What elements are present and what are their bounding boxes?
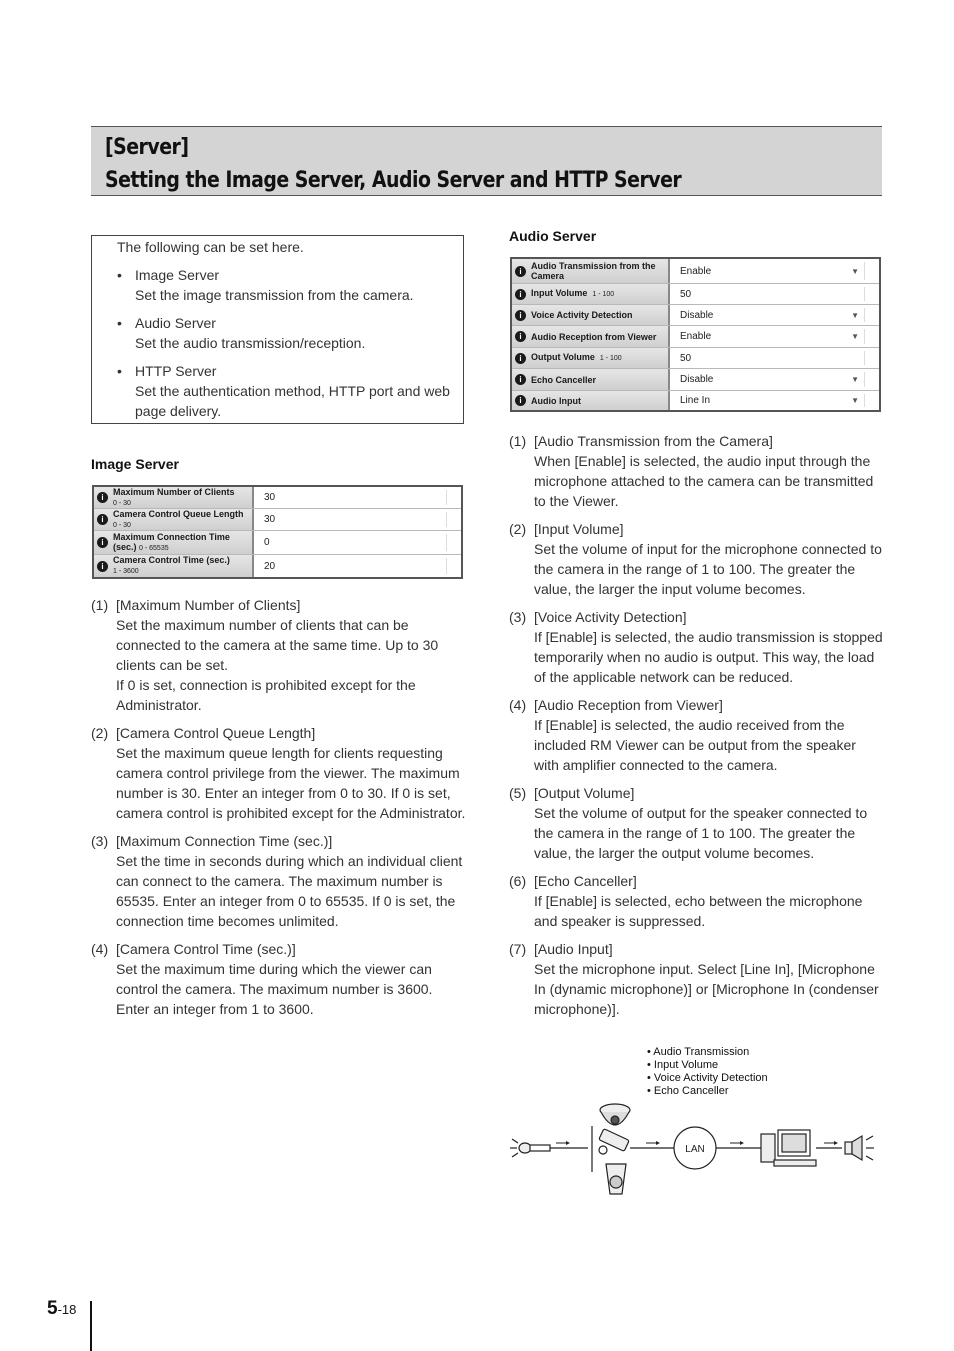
setting-value-select[interactable]: Enable ▼ — [670, 259, 879, 283]
pc-icon — [761, 1130, 816, 1166]
lan-label: LAN — [685, 1144, 705, 1155]
intro-item-desc: Set the authentication method, HTTP port and web page delivery. — [135, 383, 450, 419]
arrow-icon — [646, 1141, 660, 1145]
audio-server-heading: Audio Server — [509, 228, 597, 244]
setting-value-select[interactable]: Disable ▼ — [670, 369, 879, 390]
setting-label: Audio Transmission from the Camera — [531, 261, 656, 281]
setting-row — [512, 305, 879, 326]
intro-item — [117, 313, 455, 353]
diagram-list-item: • Input Volume — [647, 1059, 719, 1071]
info-icon[interactable]: i — [515, 331, 526, 342]
description-item — [91, 595, 466, 715]
setting-range: 1 - 100 — [599, 355, 622, 362]
info-icon[interactable]: i — [97, 537, 108, 548]
info-icon[interactable]: i — [515, 266, 526, 277]
description-item — [509, 939, 884, 1019]
item-number: (4) — [509, 697, 527, 713]
item-number: (1) — [91, 597, 109, 613]
item-title: [Voice Activity Detection] — [534, 609, 687, 625]
chevron-down-icon[interactable]: ▼ — [851, 310, 859, 320]
info-icon[interactable]: i — [97, 561, 108, 572]
item-title: [Audio Transmission from the Camera] — [534, 433, 773, 449]
description-item — [509, 871, 884, 931]
setting-value-input[interactable]: 30 — [254, 487, 461, 508]
description-item — [509, 695, 884, 775]
item-number: (1) — [509, 433, 527, 449]
item-body: If [Enable] is selected, the audio received from the included RM Viewer can be output from the speaker with amplifier connected to the camera. — [534, 717, 856, 773]
intro-item — [117, 265, 455, 305]
intro-item — [117, 361, 455, 421]
info-icon[interactable]: i — [97, 514, 108, 525]
audio-server-settings-table — [510, 257, 881, 412]
setting-label: Input Volume — [531, 288, 588, 298]
item-body: Set the maximum number of clients that can be connected to the camera at the same time. Up to 30 clients can be set. — [116, 617, 439, 673]
diagram-graphic — [508, 1046, 888, 1206]
setting-label: Maximum Connection Time (sec.) — [113, 531, 230, 552]
item-title: [Maximum Connection Time (sec.)] — [116, 833, 333, 849]
page-number: 5-18 — [47, 1298, 77, 1319]
setting-value-input[interactable]: 50 — [670, 284, 879, 304]
setting-value-select[interactable]: Line In ▼ — [670, 391, 879, 410]
setting-row — [512, 326, 879, 348]
arrow-icon — [556, 1141, 570, 1145]
setting-value-input[interactable]: 50 — [670, 348, 879, 368]
dome-camera-icon — [600, 1104, 630, 1125]
ptz-camera-icon — [606, 1164, 626, 1194]
description-item — [91, 723, 466, 823]
item-number: (2) — [509, 521, 527, 537]
setting-row — [512, 391, 879, 410]
intro-item-title: • Audio Server — [135, 315, 216, 331]
description-item — [509, 431, 884, 511]
intro-item-title: • HTTP Server — [135, 363, 217, 379]
item-body: If [Enable] is selected, echo between the microphone and speaker is suppressed. — [534, 893, 863, 929]
item-body: Set the volume of input for the microphone connected to the camera in the range of 1 to 100. The greater the value, the larger the input volume becomes. — [534, 541, 882, 597]
diagram-list-item: • Voice Activity Detection — [647, 1072, 768, 1084]
setting-row — [94, 555, 461, 577]
setting-row — [512, 284, 879, 305]
setting-label: Voice Activity Detection — [531, 310, 633, 320]
setting-value-input[interactable]: 30 — [254, 509, 461, 530]
info-icon[interactable]: i — [515, 310, 526, 321]
image-server-settings-table — [92, 485, 463, 579]
setting-row — [512, 369, 879, 391]
arrow-icon — [730, 1141, 744, 1145]
diagram-list-item: • Echo Canceller — [647, 1085, 729, 1097]
page-title-line2: Setting the Image Server, Audio Server and HTTP Server — [105, 168, 682, 193]
item-number: (3) — [91, 833, 109, 849]
item-number: (7) — [509, 941, 527, 957]
item-title: [Audio Reception from Viewer] — [534, 697, 723, 713]
item-title: [Output Volume] — [534, 785, 635, 801]
setting-value-input[interactable]: 20 — [254, 555, 461, 577]
item-body: Set the maximum time during which the viewer can control the camera. The maximum number is 3600. Enter an integer from 1 to 3600. — [116, 961, 433, 1017]
setting-row — [512, 259, 879, 284]
setting-label: Audio Reception from Viewer — [531, 331, 657, 342]
setting-range: 0 - 65535 — [139, 544, 169, 552]
setting-range: 1 - 100 — [592, 291, 615, 298]
setting-label: Audio Input — [531, 395, 581, 406]
description-item — [91, 831, 466, 931]
item-body: If [Enable] is selected, the audio transmission is stopped temporarily when no audio is output. This way, the load of the applicable network can be reduced. — [534, 629, 883, 685]
setting-range: 0 - 30 — [113, 521, 131, 529]
page-title-line1: [Server] — [105, 135, 189, 160]
item-title: [Camera Control Time (sec.)] — [116, 941, 296, 957]
intro-lead: The following can be set here. — [117, 239, 304, 255]
setting-value-input[interactable]: 0 — [254, 531, 461, 554]
description-item — [91, 939, 466, 1019]
setting-row — [94, 509, 461, 531]
item-body: Set the maximum queue length for clients requesting camera control privilege from the viewer. The maximum number is 30. Enter an integer from 0 to 30. If 0 is set, camera control is prohibited except for the Administrator. — [116, 745, 466, 821]
item-title: [Echo Canceller] — [534, 873, 637, 889]
page-divider — [90, 1301, 92, 1351]
description-item — [509, 519, 884, 599]
speaker-icon — [845, 1136, 874, 1160]
setting-label: Output Volume — [531, 352, 595, 362]
item-number: (5) — [509, 785, 527, 801]
setting-label: Camera Control Queue Length — [113, 508, 244, 519]
item-body: Set the time in seconds during which an individual client can connect to the camera. The maximum number is 65535. Enter an integer from 0 to 65535. If 0 is set, the connection time becomes unlimited. — [116, 853, 463, 929]
image-server-descriptions — [91, 595, 466, 1027]
image-server-heading: Image Server — [91, 456, 179, 472]
item-body: Set the volume of output for the speaker connected to the camera in the range of 1 to 100. The greater the value, the larger the output volume becomes. — [534, 805, 868, 861]
setting-value-select[interactable]: Disable ▼ — [670, 305, 879, 325]
audio-flow-diagram — [508, 1046, 888, 1206]
item-title: [Audio Input] — [534, 941, 613, 957]
page-title-bar — [91, 126, 882, 196]
setting-range: 0 - 30 — [113, 499, 131, 507]
intro-item-desc: Set the image transmission from the camera. — [135, 287, 414, 303]
setting-label: Echo Canceller — [531, 374, 597, 385]
chevron-down-icon[interactable]: ▼ — [851, 375, 859, 384]
item-number: (6) — [509, 873, 527, 889]
intro-box — [91, 235, 464, 424]
item-title: [Input Volume] — [534, 521, 624, 537]
arrow-icon — [824, 1141, 838, 1145]
diagram-list-item: • Audio Transmission — [647, 1046, 750, 1058]
box-camera-icon — [599, 1129, 629, 1154]
info-icon[interactable]: i — [515, 353, 526, 364]
description-item — [509, 607, 884, 687]
chevron-down-icon[interactable]: ▼ — [851, 396, 859, 405]
intro-item-title: • Image Server — [135, 267, 220, 283]
setting-label: Camera Control Time (sec.) — [113, 555, 230, 565]
setting-row — [512, 348, 879, 369]
item-title: [Camera Control Queue Length] — [116, 725, 316, 741]
setting-row — [94, 531, 461, 555]
info-icon[interactable]: i — [515, 395, 526, 406]
item-title: [Maximum Number of Clients] — [116, 597, 301, 613]
audio-server-descriptions — [509, 431, 884, 1027]
item-number: (4) — [91, 941, 109, 957]
item-body: When [Enable] is selected, the audio input through the microphone attached to the camera can be transmitted to the Viewer. — [534, 453, 874, 509]
item-body: If 0 is set, connection is prohibited except for the Administrator. — [116, 677, 416, 713]
setting-range: 1 - 3600 — [113, 568, 139, 575]
chevron-down-icon[interactable]: ▼ — [851, 266, 859, 276]
description-item — [509, 783, 884, 863]
info-icon[interactable]: i — [515, 374, 526, 385]
microphone-icon — [510, 1139, 550, 1157]
intro-item-desc: Set the audio transmission/reception. — [135, 335, 366, 351]
setting-value-select[interactable]: Enable ▼ — [670, 326, 879, 347]
info-icon[interactable]: i — [97, 492, 108, 503]
intro-list — [117, 265, 455, 421]
setting-row — [94, 487, 461, 509]
chevron-down-icon[interactable]: ▼ — [851, 332, 859, 341]
item-number: (3) — [509, 609, 527, 625]
item-body: Set the microphone input. Select [Line In], [Microphone In (dynamic microphone)] or [Microphone In (condenser microphone)]. — [534, 961, 879, 1017]
setting-label: Maximum Number of Clients — [113, 486, 235, 497]
info-icon[interactable]: i — [515, 289, 526, 300]
item-number: (2) — [91, 725, 109, 741]
